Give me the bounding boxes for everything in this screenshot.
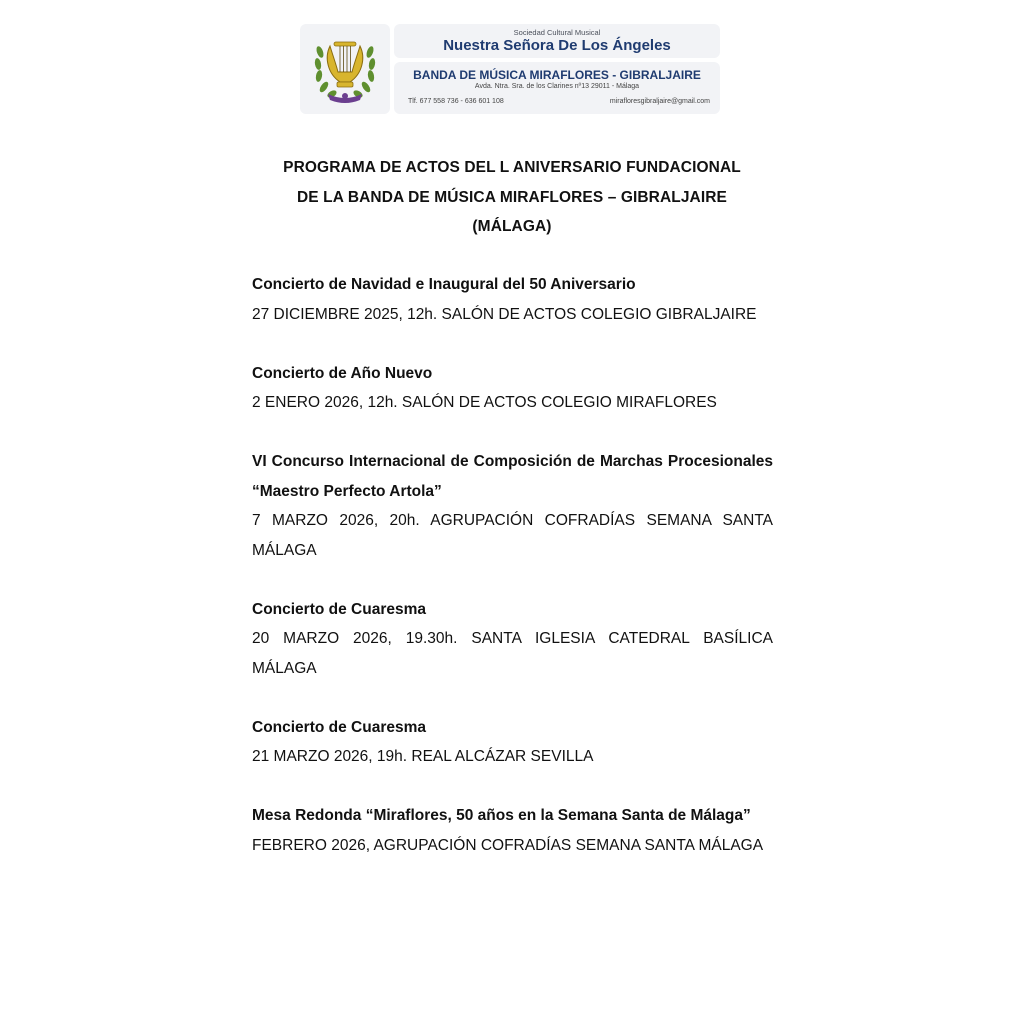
event-detail: 27 DICIEMBRE 2025, 12h. SALÓN DE ACTOS COLEGIO GIBRALJAIRE <box>252 305 757 323</box>
band-contact <box>408 97 710 106</box>
event-detail: 21 MARZO 2026, 19h. REAL ALCÁZAR SEVILLA <box>252 748 594 765</box>
event-item <box>252 801 773 860</box>
event-item <box>252 713 773 772</box>
letterhead <box>300 24 720 114</box>
events-list <box>252 270 773 890</box>
event-title: Mesa Redonda “Miraflores, 50 años en la Semana Santa de Málaga” <box>252 807 751 824</box>
society-name: Nuestra Señora De Los Ángeles <box>443 37 671 54</box>
society-subtitle: Sociedad Cultural Musical <box>513 28 601 37</box>
title-line-3: (MÁLAGA) <box>472 218 552 235</box>
lyre-laurel-emblem-icon <box>310 32 380 106</box>
band-phone: Tlf. 677 558 736 - 636 601 108 <box>408 98 504 105</box>
event-item <box>252 447 773 565</box>
logo-panel <box>300 24 390 114</box>
event-title: Concierto de Navidad e Inaugural del 50 Aniversario <box>252 276 636 293</box>
event-detail: 7 MARZO 2026, 20h. AGRUPACIÓN COFRADÍAS SEMANA SANTA MÁLAGA <box>252 512 773 559</box>
title-line-2: DE LA BANDA DE MÚSICA MIRAFLORES – GIBRALJAIRE <box>296 188 727 206</box>
band-name: BANDA DE MÚSICA MIRAFLORES - GIBRALJAIRE <box>413 68 701 82</box>
document-title <box>240 153 784 242</box>
event-title: Concierto de Año Nuevo <box>252 364 433 382</box>
society-panel <box>394 24 720 58</box>
event-detail: FEBRERO 2026, AGRUPACIÓN COFRADÍAS SEMANA SANTA MÁLAGA <box>252 836 764 854</box>
title-line-1: PROGRAMA DE ACTOS DEL L ANIVERSARIO FUNDACIONAL <box>283 159 741 176</box>
event-detail: 2 ENERO 2026, 12h. SALÓN DE ACTOS COLEGIO MIRAFLORES <box>252 394 717 411</box>
event-item <box>252 595 773 684</box>
event-title: VI Concurso Internacional de Composición de Marchas Procesionales “Maestro Perfecto Artola” <box>252 453 773 500</box>
band-email: mirafloresgibraljaire@gmail.com <box>609 98 710 105</box>
event-detail: 20 MARZO 2026, 19.30h. SANTA IGLESIA CATEDRAL BASÍLICA MÁLAGA <box>252 630 773 677</box>
event-item <box>252 359 773 418</box>
band-panel <box>394 62 720 114</box>
event-title: Concierto de Cuaresma <box>252 718 426 736</box>
band-address: Avda. Ntra. Sra. de los Clarines nº13 29011 - Málaga <box>474 83 640 90</box>
event-title: Concierto de Cuaresma <box>252 600 426 618</box>
event-item <box>252 270 773 329</box>
